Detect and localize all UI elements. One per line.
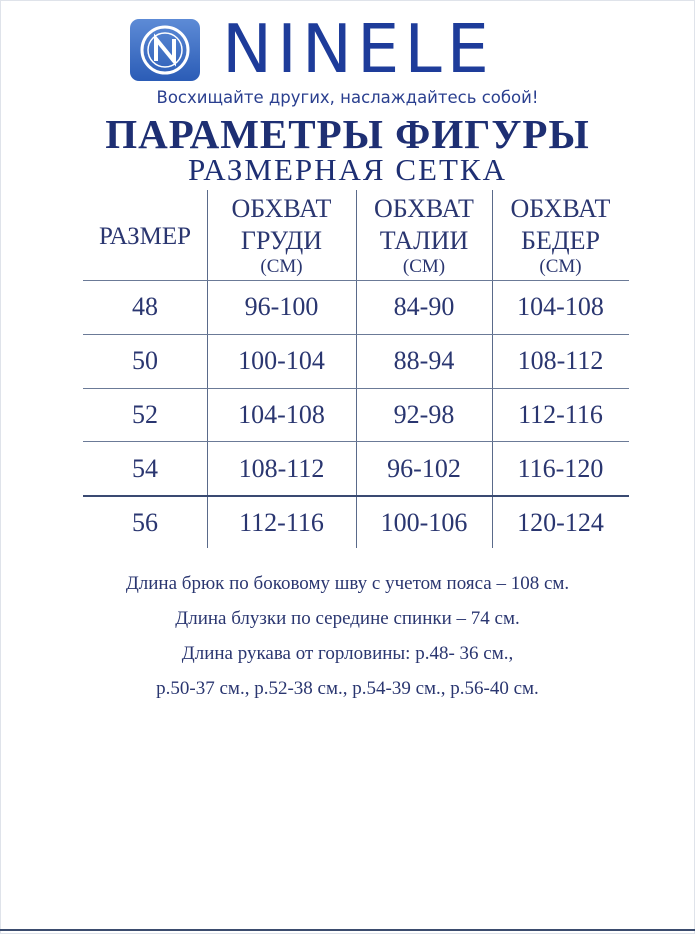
header-waist-line1: ОБХВАТ <box>374 194 474 223</box>
cell-chest: 108-112 <box>238 454 325 483</box>
size-chart-table <box>83 190 629 548</box>
cell-hips: 104-108 <box>517 292 604 321</box>
cell-chest: 96-100 <box>244 292 319 321</box>
header-waist <box>356 193 492 277</box>
brand-tagline: Восхищайте других, наслаждайтесь собой! <box>156 88 539 107</box>
cell-chest: 112-116 <box>239 508 324 537</box>
header-hips-unit: (СМ) <box>539 256 582 277</box>
header-size-label: РАЗМЕР <box>98 223 192 250</box>
row-divider <box>83 495 629 497</box>
page-title: ПАРАМЕТРЫ ФИГУРЫ <box>105 111 590 157</box>
cell-chest: 100-104 <box>238 346 325 375</box>
page-subtitle: РАЗМЕРНАЯ СЕТКА <box>188 152 507 187</box>
cell-hips: 116-120 <box>517 454 604 483</box>
measurement-notes <box>0 566 695 706</box>
cell-chest: 104-108 <box>238 400 325 429</box>
cell-waist: 88-94 <box>393 346 455 375</box>
brand-logo <box>130 10 580 88</box>
header-hips <box>492 193 629 277</box>
row-divider <box>83 441 629 442</box>
cell-waist: 96-102 <box>387 454 461 483</box>
note-sleeve-sizes: р.50-37 см., р.52-38 см., р.54-39 см., р.56-40 см. <box>156 678 539 699</box>
cell-waist: 92-98 <box>393 400 455 429</box>
cell-size: 56 <box>132 508 158 537</box>
header-waist-unit: (СМ) <box>402 256 446 277</box>
header-chest <box>207 193 356 277</box>
row-divider <box>83 280 629 281</box>
note-sleeve-length: Длина рукава от горловины: р.48- 36 см., <box>181 643 514 664</box>
cell-hips: 108-112 <box>517 346 604 375</box>
header-chest-unit: (СМ) <box>260 256 303 277</box>
cell-waist: 84-90 <box>393 292 455 321</box>
bottom-divider <box>0 929 695 931</box>
header-chest-line1: ОБХВАТ <box>231 194 332 223</box>
note-trouser-length: Длина брюк по боковому шву с учетом пояса – 108 см. <box>125 573 570 594</box>
cell-hips: 112-116 <box>518 400 603 429</box>
header-hips-line2: БЕДЕР <box>521 226 600 255</box>
n-badge-icon <box>130 19 200 81</box>
header-hips-line1: ОБХВАТ <box>510 194 611 223</box>
cell-size: 48 <box>132 292 158 321</box>
cell-size: 52 <box>132 400 158 429</box>
cell-size: 54 <box>132 454 158 483</box>
cell-hips: 120-124 <box>517 508 604 537</box>
note-blouse-length: Длина блузки по середине спинки – 74 см. <box>175 608 520 629</box>
header-size <box>83 221 207 253</box>
brand-wordmark: NINELE <box>222 10 494 88</box>
cell-waist: 100-106 <box>380 508 468 537</box>
row-divider <box>83 334 629 335</box>
row-divider <box>83 388 629 389</box>
cell-size: 50 <box>132 346 158 375</box>
header-chest-line2: ГРУДИ <box>240 226 323 255</box>
header-waist-line2: ТАЛИИ <box>379 226 469 255</box>
